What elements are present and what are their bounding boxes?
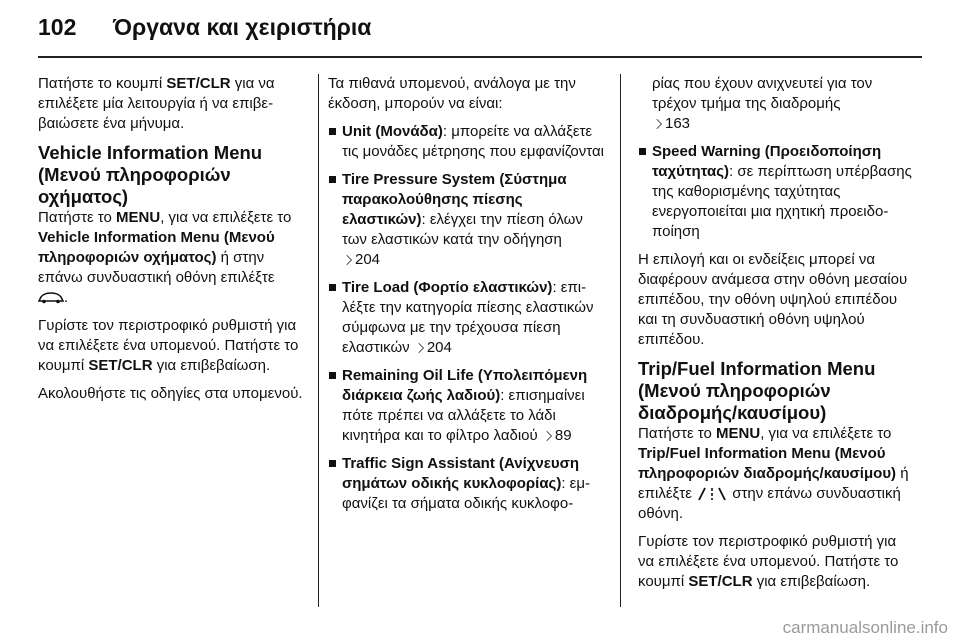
arrow-right-icon: [652, 119, 662, 129]
arrow-right-icon: [342, 255, 352, 265]
paragraph: Πατήστε το κουμπί SET/CLR για να επιλέξετε μία λειτουργία ή να επιβεβαιώσετε ένα μήνυμα.: [38, 75, 275, 132]
header-rule: [38, 56, 922, 58]
page-reference[interactable]: 204: [426, 339, 452, 356]
watermark: carmanualsonline.info: [782, 618, 948, 637]
list-item: Remaining Oil Life (Υπολειπόμενη διάρκεια ζωής λαδιού): επισημαίνει πότε πρέπει να αλλάξετε το λάδι κινητήρα και το φίλτρο λαδιού 89: [328, 366, 604, 446]
list-item: Speed Warning (Προειδοποίηση ταχύτητας): σε περίπτωση υπέρβασης της καθορισμένης ταχύτητας ενεργοποιείται μια ηχητική προειδοποίηση: [638, 142, 914, 242]
arrow-right-icon: [542, 431, 552, 441]
list-item: Traffic Sign Assistant (Ανίχνευση σημάτων οδικής κυκλοφορίας): εμφανίζει τα σήματα οδικής κυκλοφο-: [328, 454, 604, 514]
paragraph: Γυρίστε τον περιστροφικό ρυθμιστή για να επιλέξετε ένα υπομενού. Πατήστε το κουμπί SET/CLR για επιβεβαίωση.: [38, 317, 299, 374]
paragraph: Ακολουθήστε τις οδηγίες στα υπομενού.: [38, 385, 303, 402]
column-divider-1: [318, 74, 319, 607]
page-number: 102: [38, 14, 77, 40]
paragraph: Πατήστε το MENU, για να επιλέξετε το Trip/Fuel Information Menu (Μενού πληροφοριών διαδρομής/καυσίμου) ή επιλέξτε στην επάνω συνδυαστική οθόνη.: [638, 425, 909, 522]
column-1: [38, 74, 308, 412]
page-header: [0, 0, 960, 56]
road-icon: [696, 487, 728, 501]
arrow-right-icon: [414, 343, 424, 353]
page-reference[interactable]: 163: [665, 115, 691, 132]
car-icon: [38, 292, 64, 304]
section-heading: Trip/Fuel Information Menu (Μενού πληροφοριών διαδρομής/καυσίμου): [638, 358, 876, 423]
column-3: [638, 74, 914, 600]
paragraph: Πατήστε το MENU, για να επιλέξετε το Vehicle Information Menu (Μενού πληροφοριών οχήματος) ή στην επάνω συνδυαστική οθόνη επιλέξτε .: [38, 209, 292, 306]
list-item-continued: ρίας που έχουν ανιχνευτεί για τον τρέχον τμήμα της διαδρομής 163: [652, 75, 873, 132]
list-item: Tire Load (Φορτίο ελαστικών): επιλέξτε την κατηγορία πίεσης ελαστικών σύμφωνα με την τρέχουσα πίεση ελαστικών 204: [328, 278, 604, 358]
section-heading: Vehicle Information Menu (Μενού πληροφοριών οχήματος): [38, 142, 263, 207]
list-item: Tire Pressure System (Σύστημα παρακολούθησης πίεσης ελαστικών): ελέγχει την πίεση όλων των ελαστικών κατά την οδήγηση 204: [328, 170, 604, 270]
paragraph: Η επιλογή και οι ενδείξεις μπορεί να διαφέρουν ανάμεσα στην οθόνη μεσαίου επιπέδου, την οθόνη υψηλού επιπέδου και τη συνδυαστική οθόνη υψηλού επιπέδου.: [638, 251, 908, 348]
list-item: Unit (Μονάδα): μπορείτε να αλλάξετε τις μονάδες μέτρησης που εμφανίζονται: [328, 122, 604, 162]
column-divider-2: [620, 74, 621, 607]
page-title: Όργανα και χειριστήρια: [113, 14, 372, 40]
paragraph: Γυρίστε τον περιστροφικό ρυθμιστή για να επιλέξετε ένα υπομενού. Πατήστε το κουμπί SET/CLR για επιβεβαίωση.: [638, 533, 899, 590]
paragraph: Τα πιθανά υπομενού, ανάλογα με την έκδοση, μπορούν να είναι:: [328, 75, 576, 112]
page-reference[interactable]: 204: [355, 251, 381, 268]
column-2: [328, 74, 604, 522]
page-reference[interactable]: 89: [554, 427, 572, 444]
